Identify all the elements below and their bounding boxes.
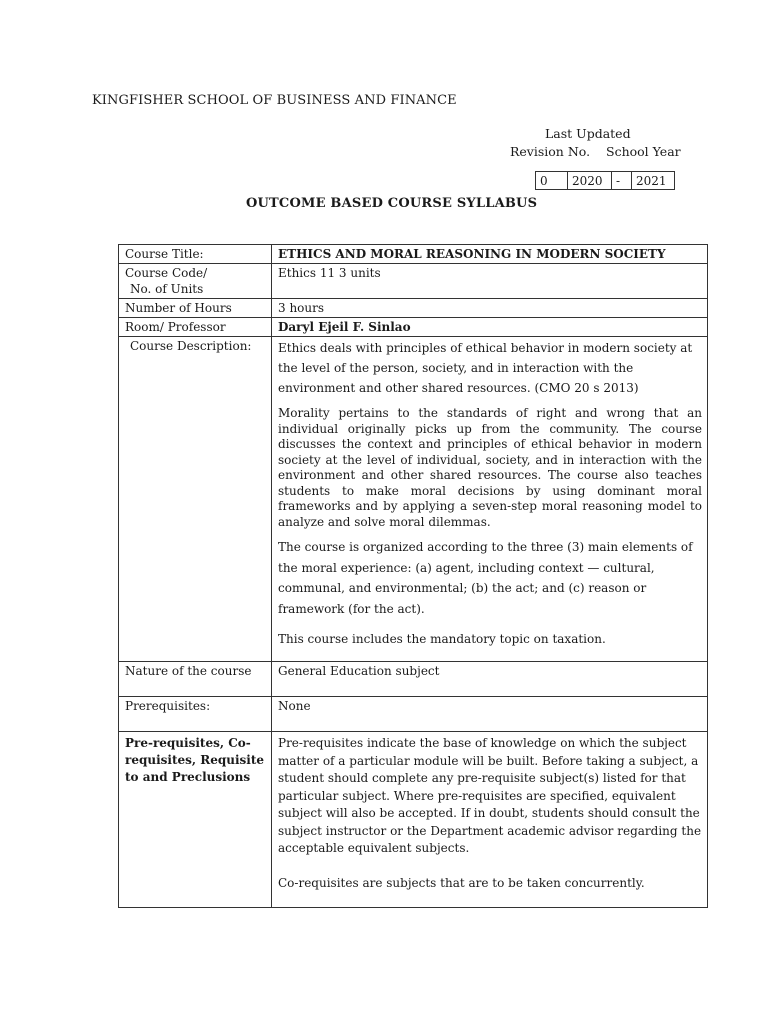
table-row (119, 245, 708, 264)
corequisites-paragraph: Co-requisites are subjects that are to be taken concurrently. (278, 875, 645, 890)
year-separator: - (612, 172, 632, 190)
course-code-label (119, 264, 272, 299)
description-paragraph: This course includes the mandatory topic on taxation. (278, 632, 606, 646)
table-row (119, 264, 708, 299)
nature-value: General Education subject (272, 662, 708, 697)
professor-value: Daryl Ejeil F. Sinlao (272, 318, 708, 337)
requisites-description (272, 732, 708, 908)
revision-year-labels (510, 143, 690, 161)
year-start: 2020 (568, 172, 612, 190)
school-year-label: School Year (606, 144, 681, 159)
syllabus-title: OUTCOME BASED COURSE SYLLABUS (246, 196, 538, 211)
revision-no-label: Revision No. (510, 144, 591, 159)
hours-value: 3 hours (272, 299, 708, 318)
course-title-label: Course Title: (119, 245, 272, 264)
course-code-value: Ethics 11 3 units (272, 264, 708, 299)
description-paragraph: Ethics deals with principles of ethical behavior in modern society at the level of the person, society, and in interaction with the environment and other shared resources. (CMO 20 s 2013) (278, 341, 693, 395)
description-paragraph: The course is organized according to the three (3) main elements of the moral experience: (a) agent, including context — cultural, communal, and environmental; (b) the act; and (c) reason or framework (for the act). (278, 540, 693, 616)
prerequisites-label: Prerequisites: (119, 697, 272, 732)
last-updated-label: Last Updated (545, 126, 631, 141)
table-row (119, 662, 708, 697)
requisites-label: Pre-requisites, Co-requisites, Requisite to and Preclusions (119, 732, 272, 908)
revision-no-value: 0 (536, 172, 568, 190)
table-row (119, 732, 708, 908)
course-code-label-line1: Course Code/ (125, 266, 208, 280)
course-info-table (118, 244, 708, 908)
revision-labels (510, 125, 690, 161)
room-label: Room/ Professor (119, 318, 272, 337)
year-end: 2021 (632, 172, 675, 190)
requisites-paragraph: Pre-requisites indicate the base of knowledge on which the subject matter of a particular module will be built. Before taking a subject, a student should complete any pre-requisite subject(s) listed for that particular subject. Where pre-requisites are specified, equivalent subject will also be accepted. If in doubt, students should consult the subject instructor or the Department academic advisor regarding the acceptable equivalent subjects. (278, 736, 702, 855)
table-row (119, 337, 708, 662)
table-row (119, 697, 708, 732)
table-row (119, 318, 708, 337)
prerequisites-value: None (272, 697, 708, 732)
course-description (272, 337, 708, 662)
revision-table (535, 171, 675, 190)
description-paragraph: Morality pertains to the standards of right and wrong that an individual originally picks up from the community. The course discusses the context and principles of ethical behavior in modern society at the level of individual, society, and in interaction with the environment and other shared resources. The course also teaches students to make moral decisions by using dominant moral frameworks and by applying a seven-step moral reasoning model to analyze and solve moral dilemmas. (278, 406, 702, 529)
table-row (119, 299, 708, 318)
course-title-value: ETHICS AND MORAL REASONING IN MODERN SOCIETY (272, 245, 708, 264)
hours-label: Number of Hours (119, 299, 272, 318)
nature-label: Nature of the course (119, 662, 272, 697)
course-code-label-line2: No. of Units (130, 282, 204, 296)
school-name: KINGFISHER SCHOOL OF BUSINESS AND FINANCE (92, 93, 457, 108)
description-label: Course Description: (119, 337, 272, 662)
